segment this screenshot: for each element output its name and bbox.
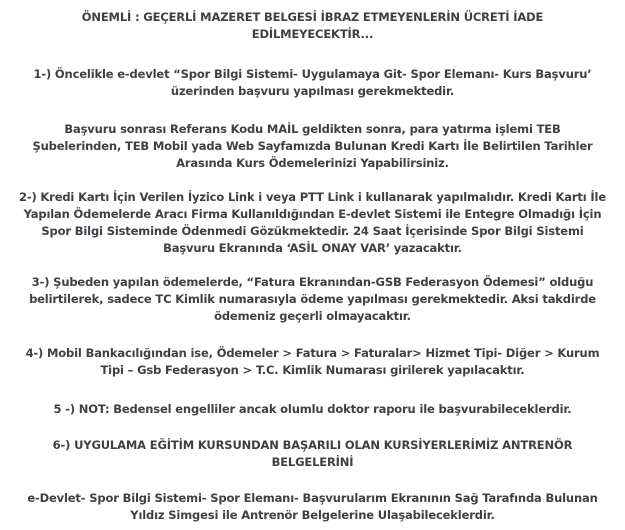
- warning-paragraph: [8, 9, 617, 43]
- text-line: 4-) Mobil Bankacılığından ise, Ödemeler > Fatura > Faturalar> Hizmet Tipi- Diğer > Kurum: [25, 346, 600, 360]
- text-line: 3-) Şubeden yapılan ödemelerde, “Fatura Ekranından-GSB Federasyon Ödemesi” olduğu: [31, 275, 594, 289]
- text-line: Başvuru sonrası Referans Kodu MAİL geldikten sonra, para yatırma işlemi TEB: [64, 122, 561, 136]
- step-3-paragraph: [8, 274, 617, 325]
- text-line: BELGELERİNİ: [271, 455, 354, 469]
- step-2-paragraph: [8, 189, 617, 257]
- text-line: 6-) UYGULAMA EĞİTİM KURSUNDAN BAŞARILI OLAN KURSİYERLERİMİZ ANTRENÖR: [52, 438, 573, 452]
- text-line: Yapılan Ödemelerde Aracı Firma Kullanıldığından E-devlet Sistemi ile Entegre Olmadığı İçin: [23, 207, 602, 221]
- step-1-detail-paragraph: [8, 121, 617, 172]
- text-line: e-Devlet- Spor Bilgi Sistemi- Spor Elemanı- Başvurularım Ekranının Sağ Tarafında Bulunan: [27, 491, 598, 505]
- text-line: 2-) Kredi Kartı İçin Verilen İyzico Link i veya PTT Link i kullanarak yapılmalıdır. Kredi Kartı İle: [18, 190, 606, 204]
- text-line: ödemeniz geçerli olmayacaktır.: [214, 309, 411, 323]
- step-1-paragraph: [8, 66, 617, 100]
- text-line: Yıldız Simgesi ile Antrenör Belgelerine Ulaşabileceklerdir.: [130, 508, 495, 522]
- text-line: 5 -) NOT: Bedensel engelliler ancak olumlu doktor raporu ile başvurabileceklerdir.: [53, 402, 572, 416]
- step-6-paragraph: [8, 437, 617, 471]
- step-5-paragraph: [8, 401, 617, 418]
- step-6-detail-paragraph: [8, 490, 617, 524]
- text-line: EDİLMEYECEKTİR...: [251, 27, 374, 41]
- text-line: belirtilerek, sadece TC Kimlik numarasıyla ödeme yapılması gerekmektedir. Aksi takdirde: [29, 292, 596, 306]
- text-line: Başvuru Ekranında ‘ASİL ONAY VAR’ yazacaktır.: [163, 241, 462, 255]
- text-line: ÖNEMLİ : GEÇERLİ MAZERET BELGESİ İBRAZ ETMEYENLERİN ÜCRETİ İADE: [81, 10, 544, 24]
- text-line: Arasında Kurs Ödemelerinizi Yapabilirsiniz.: [176, 156, 449, 170]
- text-line: Spor Bilgi Sisteminde Ödenmedi Gözükmektedir. 24 Saat İçerisinde Spor Bilgi Sistemi: [41, 224, 584, 238]
- text-line: 1-) Öncelikle e-devlet “Spor Bilgi Sistemi- Uygulamaya Git- Spor Elemanı- Kurs Başvuru’: [33, 67, 592, 81]
- text-line: Tipi – Gsb Federasyon > T.C. Kimlik Numarası girilerek yapılacaktır.: [100, 363, 525, 377]
- text-line: Şubelerinden, TEB Mobil yada Web Sayfamızda Bulunan Kredi Kartı İle Belirtilen Tarihler: [32, 139, 593, 153]
- step-4-paragraph: [8, 345, 617, 379]
- text-line: üzerinden başvuru yapılması gerekmektedir.: [170, 84, 455, 98]
